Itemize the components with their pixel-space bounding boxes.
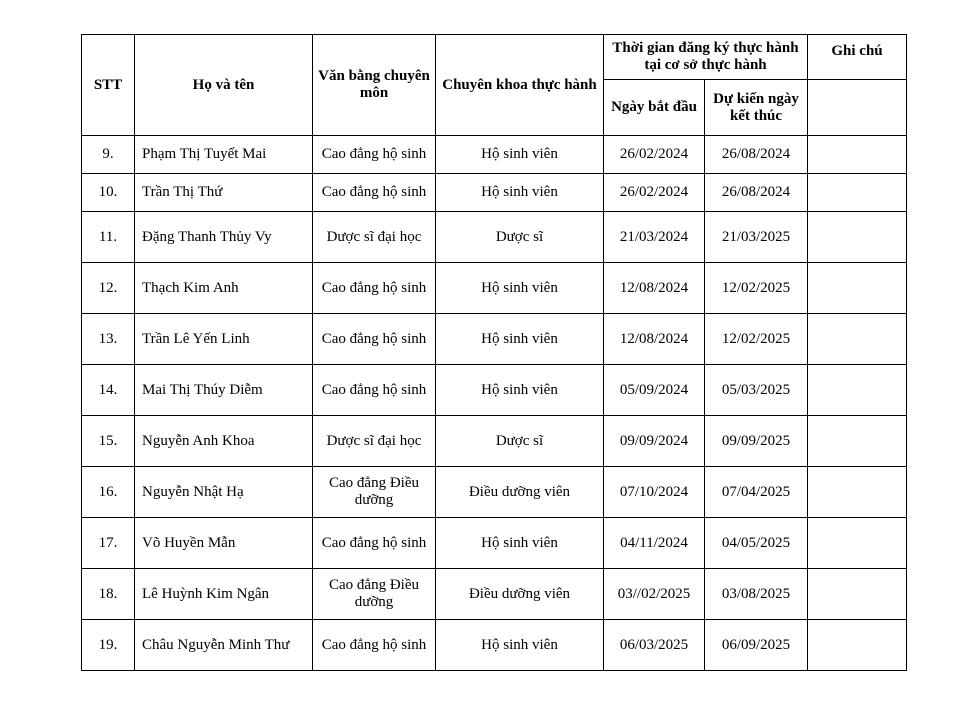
table-row <box>82 314 907 365</box>
cell-start: 09/09/2024 <box>604 416 705 467</box>
cell-degree: Cao đẳng hộ sinh <box>313 620 436 671</box>
cell-end: 03/08/2025 <box>705 569 808 620</box>
cell-name: Trần Thị Thứ <box>135 174 313 212</box>
cell-stt: 16. <box>82 467 135 518</box>
cell-start: 21/03/2024 <box>604 212 705 263</box>
cell-stt: 11. <box>82 212 135 263</box>
cell-note <box>808 212 907 263</box>
cell-name: Võ Huyền Mẫn <box>135 518 313 569</box>
cell-end: 21/03/2025 <box>705 212 808 263</box>
cell-end: 09/09/2025 <box>705 416 808 467</box>
table-row <box>82 569 907 620</box>
cell-stt: 19. <box>82 620 135 671</box>
cell-end: 04/05/2025 <box>705 518 808 569</box>
cell-start: 04/11/2024 <box>604 518 705 569</box>
cell-degree: Cao đẳng hộ sinh <box>313 314 436 365</box>
cell-start: 07/10/2024 <box>604 467 705 518</box>
cell-specialty: Hộ sinh viên <box>436 314 604 365</box>
cell-name: Phạm Thị Tuyết Mai <box>135 136 313 174</box>
cell-start: 26/02/2024 <box>604 136 705 174</box>
cell-stt: 12. <box>82 263 135 314</box>
cell-specialty: Dược sĩ <box>436 212 604 263</box>
cell-stt: 9. <box>82 136 135 174</box>
cell-note <box>808 314 907 365</box>
cell-degree: Cao đẳng hộ sinh <box>313 263 436 314</box>
cell-specialty: Hộ sinh viên <box>436 174 604 212</box>
cell-specialty: Hộ sinh viên <box>436 136 604 174</box>
table-row <box>82 136 907 174</box>
cell-note <box>808 136 907 174</box>
cell-start: 12/08/2024 <box>604 263 705 314</box>
cell-stt: 17. <box>82 518 135 569</box>
table-row <box>82 212 907 263</box>
cell-note <box>808 467 907 518</box>
cell-degree: Cao đẳng hộ sinh <box>313 518 436 569</box>
cell-end: 07/04/2025 <box>705 467 808 518</box>
header-note-empty <box>808 80 907 136</box>
cell-specialty: Hộ sinh viên <box>436 518 604 569</box>
cell-start: 03//02/2025 <box>604 569 705 620</box>
table-row <box>82 174 907 212</box>
cell-note <box>808 620 907 671</box>
cell-end: 12/02/2025 <box>705 314 808 365</box>
cell-name: Nguyễn Anh Khoa <box>135 416 313 467</box>
cell-end: 26/08/2024 <box>705 136 808 174</box>
header-name: Họ và tên <box>135 35 313 136</box>
header-note: Ghi chú <box>808 35 907 80</box>
cell-specialty: Hộ sinh viên <box>436 620 604 671</box>
cell-stt: 10. <box>82 174 135 212</box>
cell-degree: Dược sĩ đại học <box>313 212 436 263</box>
cell-stt: 14. <box>82 365 135 416</box>
cell-specialty: Điều dưỡng viên <box>436 569 604 620</box>
cell-name: Châu Nguyễn Minh Thư <box>135 620 313 671</box>
cell-degree: Cao đẳng hộ sinh <box>313 136 436 174</box>
cell-note <box>808 174 907 212</box>
cell-name: Trần Lê Yến Linh <box>135 314 313 365</box>
cell-start: 05/09/2024 <box>604 365 705 416</box>
table-row <box>82 620 907 671</box>
cell-note <box>808 263 907 314</box>
cell-degree: Cao đẳng Điều dưỡng <box>313 569 436 620</box>
table-row <box>82 518 907 569</box>
table-row <box>82 416 907 467</box>
cell-degree: Cao đẳng Điều dưỡng <box>313 467 436 518</box>
header-end: Dự kiến ngày kết thúc <box>705 80 808 136</box>
header-start: Ngày bắt đầu <box>604 80 705 136</box>
header-stt: STT <box>82 35 135 136</box>
cell-note <box>808 518 907 569</box>
cell-stt: 18. <box>82 569 135 620</box>
cell-degree: Dược sĩ đại học <box>313 416 436 467</box>
cell-name: Thạch Kim Anh <box>135 263 313 314</box>
cell-stt: 15. <box>82 416 135 467</box>
cell-specialty: Dược sĩ <box>436 416 604 467</box>
table-row <box>82 263 907 314</box>
cell-note <box>808 416 907 467</box>
header-degree: Văn bằng chuyên môn <box>313 35 436 136</box>
header-specialty: Chuyên khoa thực hành <box>436 35 604 136</box>
cell-start: 26/02/2024 <box>604 174 705 212</box>
registration-table <box>81 34 907 671</box>
cell-name: Nguyễn Nhật Hạ <box>135 467 313 518</box>
table-row <box>82 365 907 416</box>
cell-end: 26/08/2024 <box>705 174 808 212</box>
cell-specialty: Điều dưỡng viên <box>436 467 604 518</box>
cell-name: Đặng Thanh Thủy Vy <box>135 212 313 263</box>
cell-specialty: Hộ sinh viên <box>436 263 604 314</box>
cell-note <box>808 365 907 416</box>
cell-name: Mai Thị Thúy Diễm <box>135 365 313 416</box>
cell-end: 06/09/2025 <box>705 620 808 671</box>
table-row <box>82 467 907 518</box>
cell-specialty: Hộ sinh viên <box>436 365 604 416</box>
cell-degree: Cao đẳng hộ sinh <box>313 174 436 212</box>
cell-start: 12/08/2024 <box>604 314 705 365</box>
cell-stt: 13. <box>82 314 135 365</box>
cell-degree: Cao đẳng hộ sinh <box>313 365 436 416</box>
cell-end: 12/02/2025 <box>705 263 808 314</box>
cell-end: 05/03/2025 <box>705 365 808 416</box>
cell-start: 06/03/2025 <box>604 620 705 671</box>
header-period: Thời gian đăng ký thực hành tại cơ sở thực hành <box>604 35 808 80</box>
cell-name: Lê Huỳnh Kim Ngân <box>135 569 313 620</box>
cell-note <box>808 569 907 620</box>
